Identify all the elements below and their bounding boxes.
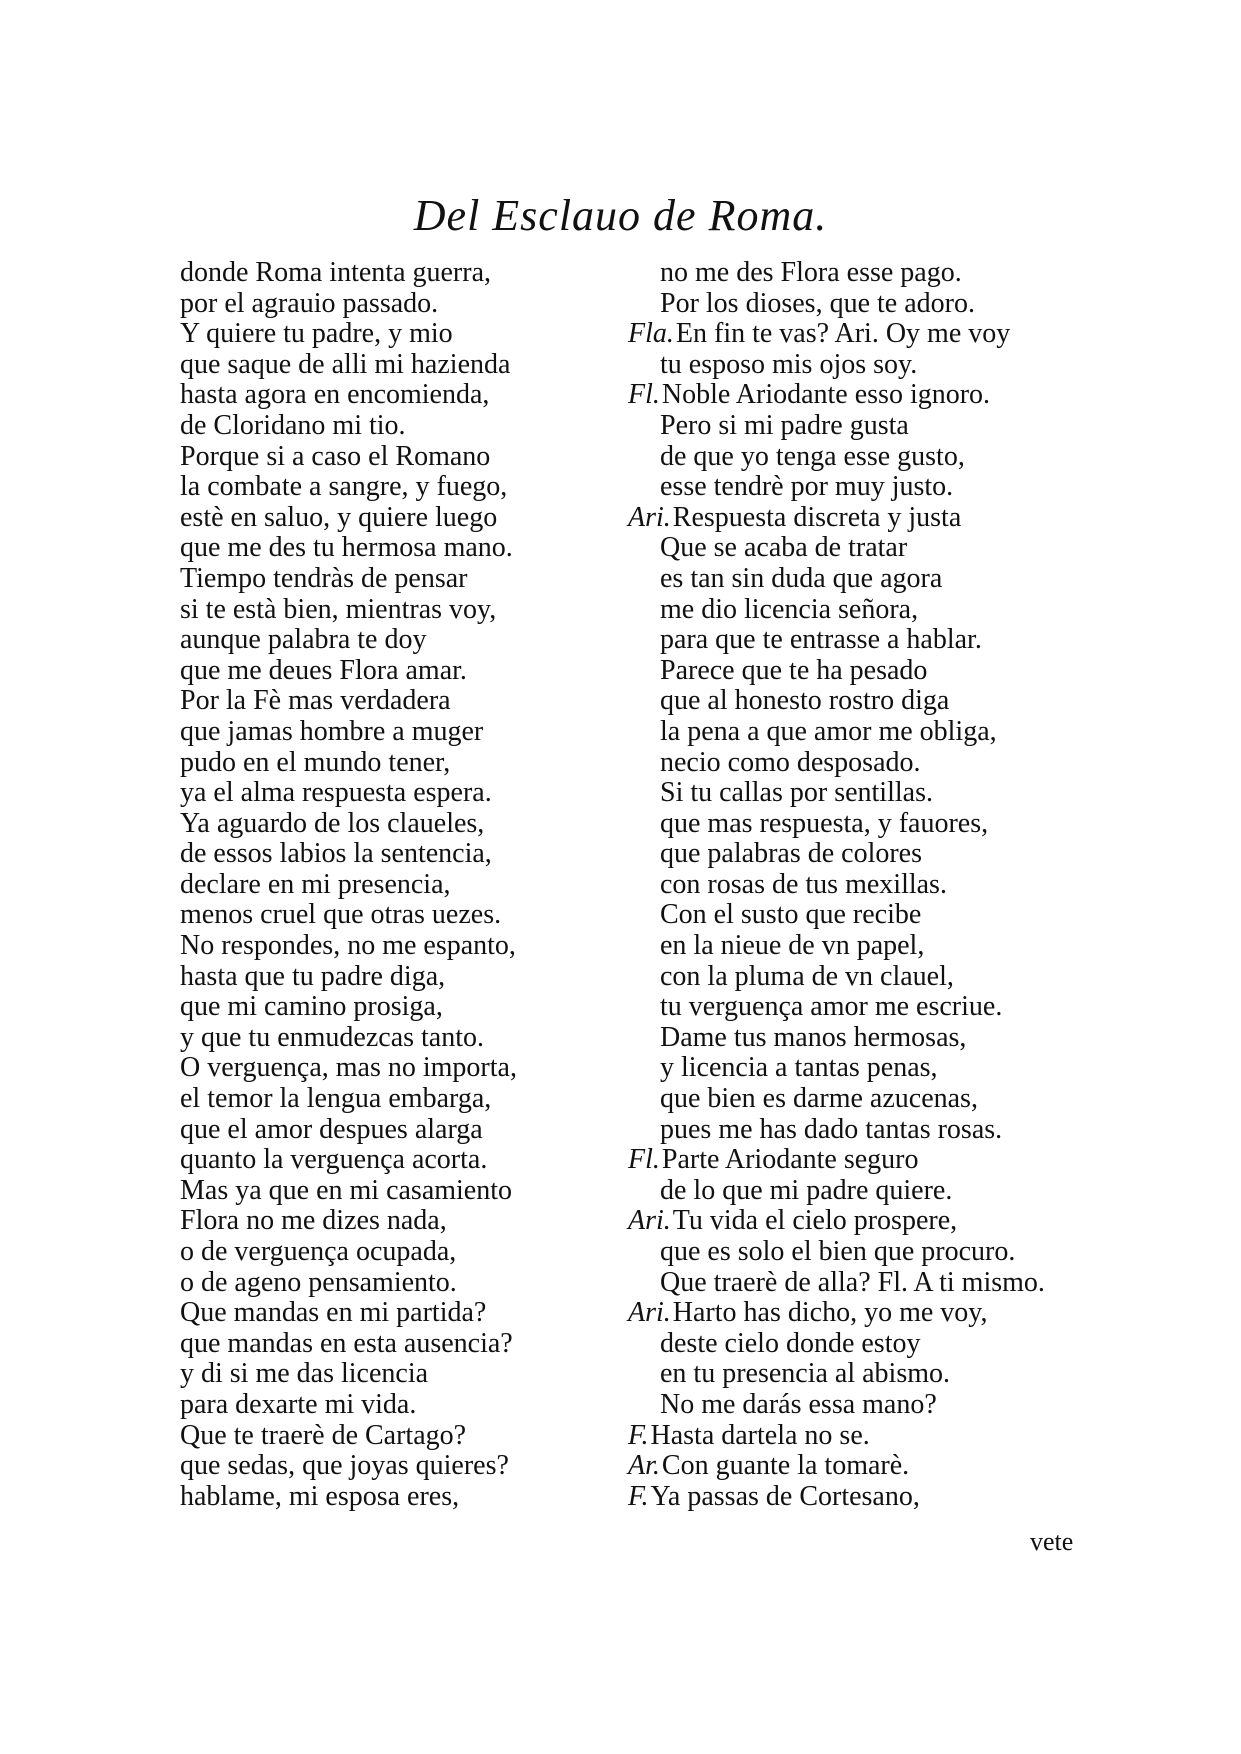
verse-line (180, 380, 580, 411)
verse-column-left (180, 258, 580, 1512)
verse-line (628, 931, 1048, 962)
verse-line (628, 1390, 1048, 1421)
verse-line (628, 1451, 1048, 1482)
verse-text: Parece que te ha pesado (660, 654, 928, 686)
verse-line (180, 564, 580, 595)
verse-text: Con el susto que recibe (660, 899, 922, 931)
verse-text: Mas ya que en mi casamiento (180, 1174, 513, 1206)
verse-line (180, 1298, 580, 1329)
speaker-label: Ari. (628, 1205, 671, 1237)
verse-line (628, 839, 1048, 870)
verse-text: Y quiere tu padre, y mio (180, 318, 453, 350)
verse-column-right (628, 258, 1048, 1512)
verse-text: si te està bien, mientras voy, (180, 593, 497, 625)
verse-line (628, 319, 1048, 350)
verse-text: la combate a sangre, y fuego, (180, 471, 508, 503)
verse-text: deste cielo donde estoy (660, 1327, 921, 1359)
verse-text: aunque palabra te doy (180, 624, 427, 656)
verse-text: que palabras de colores (660, 838, 922, 870)
verse-text: esse tendrè por muy justo. (660, 471, 954, 503)
verse-line (180, 839, 580, 870)
verse-line (180, 1268, 580, 1299)
verse-text: tu esposo mis ojos soy. (660, 348, 918, 380)
verse-text: Que se acaba de tratar (660, 532, 908, 564)
verse-text: para dexarte mi vida. (180, 1388, 417, 1420)
verse-line (180, 717, 580, 748)
verse-line (180, 289, 580, 320)
verse-line (628, 533, 1048, 564)
verse-text: ya el alma respuesta espera. (180, 777, 492, 809)
verse-line (180, 962, 580, 993)
verse-line (628, 900, 1048, 931)
verse-text: Por los dioses, que te adoro. (660, 287, 975, 319)
verse-text: con la pluma de vn clauel, (660, 960, 954, 992)
verse-line (628, 411, 1048, 442)
verse-line (180, 350, 580, 381)
verse-text: en tu presencia al abismo. (660, 1358, 951, 1390)
verse-line (180, 1421, 580, 1452)
verse-text: estè en saluo, y quiere luego (180, 501, 498, 533)
verse-text: Que te traerè de Cartago? (180, 1419, 467, 1451)
verse-text: por el agrauio passado. (180, 287, 439, 319)
verse-text: que mandas en esta ausencia? (180, 1327, 513, 1359)
verse-line (628, 1482, 1048, 1513)
verse-line (180, 1390, 580, 1421)
verse-text: que sedas, que joyas quieres? (180, 1450, 509, 1482)
verse-text: No respondes, no me espanto, (180, 930, 516, 962)
verse-text: que bien es darme azucenas, (660, 1083, 978, 1115)
verse-text: Tu vida el cielo prospere, (672, 1205, 958, 1237)
verse-text: Hasta dartela no se. (650, 1419, 870, 1451)
verse-text: menos cruel que otras uezes. (180, 899, 502, 931)
verse-line (180, 809, 580, 840)
verse-text: Flora no me dizes nada, (180, 1205, 447, 1237)
verse-line (180, 1084, 580, 1115)
verse-text: hasta que tu padre diga, (180, 960, 446, 992)
running-title: Del Esclauo de Roma. (413, 191, 828, 240)
verse-line (628, 1115, 1048, 1146)
verse-line (628, 1329, 1048, 1360)
verse-text: con rosas de tus mexillas. (660, 868, 947, 900)
verse-text: No me darás essa mano? (660, 1388, 937, 1420)
verse-line (628, 748, 1048, 779)
verse-line (628, 809, 1048, 840)
verse-text: que me deues Flora amar. (180, 654, 467, 686)
verse-text: Parte Ariodante seguro (661, 1144, 919, 1176)
verse-line (628, 442, 1048, 473)
verse-line (180, 1206, 580, 1237)
verse-text: Con guante la tomarè. (661, 1450, 910, 1482)
verse-text: me dio licencia señora, (660, 593, 919, 625)
verse-text: Ya passas de Cortesano, (650, 1480, 920, 1512)
verse-text: pudo en el mundo tener, (180, 746, 451, 778)
verse-line (180, 319, 580, 350)
verse-line (628, 1359, 1048, 1390)
verse-text: quanto la verguença acorta. (180, 1144, 488, 1176)
verse-line (180, 472, 580, 503)
verse-text: que jamas hombre a muger (180, 715, 484, 747)
verse-line (628, 1421, 1048, 1452)
verse-text: que al honesto rostro diga (660, 685, 950, 717)
speaker-label: F. (628, 1419, 649, 1451)
verse-text: que es solo el bien que procuro. (660, 1236, 1016, 1267)
speaker-label: Ari. (628, 501, 671, 533)
verse-text: es tan sin duda que agora (660, 562, 943, 594)
verse-line (628, 1053, 1048, 1084)
verse-line (180, 1329, 580, 1360)
verse-line (628, 472, 1048, 503)
verse-line (628, 1084, 1048, 1115)
speaker-label: F. (628, 1480, 649, 1512)
verse-line (180, 1451, 580, 1482)
speaker-label: Fla. (628, 318, 674, 350)
verse-line (180, 931, 580, 962)
catchword: vete (1030, 1527, 1074, 1556)
verse-line (180, 1237, 580, 1268)
verse-text: de Cloridano mi tio. (180, 409, 406, 441)
verse-line (628, 1298, 1048, 1329)
verse-line (180, 656, 580, 687)
verse-line (180, 625, 580, 656)
verse-text: para que te entrasse a hablar. (660, 624, 982, 656)
verse-text: Porque si a caso el Romano (180, 440, 491, 472)
verse-line (628, 1145, 1048, 1176)
verse-text: el temor la lengua embarga, (180, 1083, 492, 1115)
verse-line (180, 1176, 580, 1207)
verse-line (180, 1115, 580, 1146)
verse-line (180, 748, 580, 779)
verse-line (180, 595, 580, 626)
verse-line (628, 656, 1048, 687)
verse-text: hablame, mi esposa eres, (180, 1480, 460, 1512)
verse-text: Que mandas en mi partida? (180, 1297, 487, 1329)
verse-line (628, 717, 1048, 748)
verse-text: En fin te vas? Ari. Oy me voy (675, 318, 1011, 350)
verse-line (628, 564, 1048, 595)
verse-line (180, 533, 580, 564)
speaker-label: Ar. (628, 1450, 660, 1482)
verse-text: tu verguença amor me escriue. (660, 991, 1003, 1023)
verse-line (628, 350, 1048, 381)
verse-line (628, 778, 1048, 809)
verse-text: que mas respuesta, y fauores, (660, 807, 989, 839)
verse-text: Tiempo tendràs de pensar (180, 562, 468, 594)
verse-line (628, 992, 1048, 1023)
verse-text: Pero si mi padre gusta (660, 409, 909, 441)
verse-line (180, 870, 580, 901)
verse-text: Harto has dicho, yo me voy, (672, 1297, 988, 1329)
verse-text: hasta agora en encomienda, (180, 379, 490, 411)
verse-text: Si tu callas por sentillas. (660, 777, 933, 809)
verse-line (180, 778, 580, 809)
verse-line (180, 686, 580, 717)
verse-text: que mi camino prosiga, (180, 991, 443, 1023)
verse-line (180, 442, 580, 473)
speaker-label: Ari. (628, 1297, 671, 1329)
verse-text: la pena a que amor me obliga, (660, 715, 997, 747)
verse-text: de essos labios la sentencia, (180, 838, 492, 870)
verse-line (628, 870, 1048, 901)
verse-line (628, 1023, 1048, 1054)
verse-text: no me des Flora esse pago. (660, 257, 962, 288)
verse-line (180, 900, 580, 931)
verse-text: Ya aguardo de los claueles, (180, 807, 485, 839)
verse-line (180, 503, 580, 534)
verse-line (180, 1359, 580, 1390)
verse-text: en la nieue de vn papel, (660, 930, 925, 962)
verse-text: necio como desposado. (660, 746, 921, 778)
verse-text: de que yo tenga esse gusto, (660, 440, 965, 472)
verse-text: Noble Ariodante esso ignoro. (661, 379, 991, 411)
verse-line (180, 1053, 580, 1084)
verse-text: donde Roma intenta guerra, (180, 257, 492, 288)
verse-text: de lo que mi padre quiere. (660, 1174, 953, 1206)
verse-text: y licencia a tantas penas, (660, 1052, 938, 1084)
verse-line (180, 1023, 580, 1054)
verse-line (628, 289, 1048, 320)
verse-line (180, 258, 580, 289)
verse-line (180, 411, 580, 442)
verse-line (628, 595, 1048, 626)
verse-line (628, 1268, 1048, 1299)
verse-line (628, 625, 1048, 656)
verse-text: Por la Fè mas verdadera (180, 685, 451, 717)
verse-line (180, 992, 580, 1023)
verse-line (628, 380, 1048, 411)
verse-text: que saque de alli mi hazienda (180, 348, 511, 380)
verse-text: y que tu enmudezcas tanto. (180, 1021, 485, 1053)
verse-line (628, 1176, 1048, 1207)
verse-line (628, 962, 1048, 993)
verse-text: pues me has dado tantas rosas. (660, 1113, 1003, 1145)
verse-line (628, 686, 1048, 717)
speaker-label: Fl. (628, 1144, 660, 1176)
verse-text: que me des tu hermosa mano. (180, 532, 513, 564)
verse-line (628, 503, 1048, 534)
speaker-label: Fl. (628, 379, 660, 411)
verse-text: Respuesta discreta y justa (672, 501, 962, 533)
verse-line (628, 1237, 1048, 1268)
verse-line (628, 258, 1048, 289)
verse-text: O verguença, mas no importa, (180, 1052, 517, 1084)
verse-text: Que traerè de alla? Fl. A ti mismo. (660, 1266, 1045, 1298)
verse-text: y di si me das licencia (180, 1358, 429, 1390)
verse-line (628, 1206, 1048, 1237)
verse-line (180, 1482, 580, 1513)
verse-text: o de verguença ocupada, (180, 1236, 457, 1267)
verse-text: o de ageno pensamiento. (180, 1266, 457, 1298)
verse-text: Dame tus manos hermosas, (660, 1021, 967, 1053)
verse-text: declare en mi presencia, (180, 868, 451, 900)
verse-text: que el amor despues alarga (180, 1113, 483, 1145)
verse-line (180, 1145, 580, 1176)
